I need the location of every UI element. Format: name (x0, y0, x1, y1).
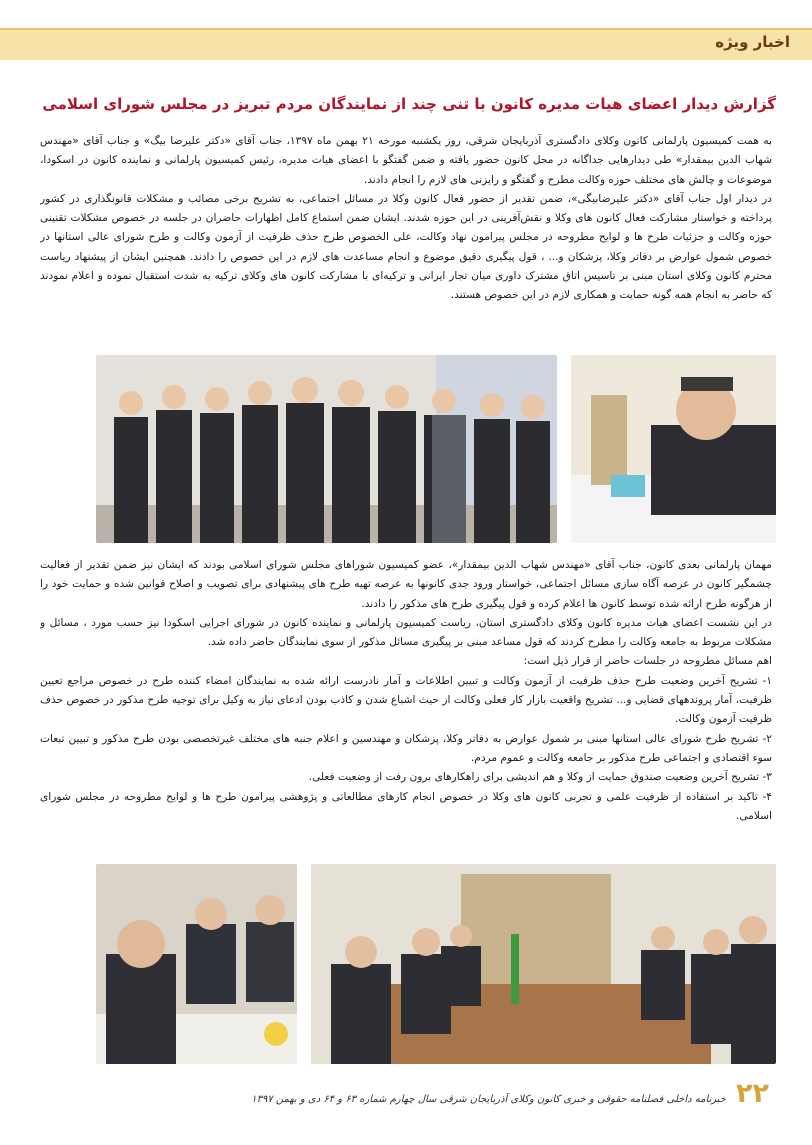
portrait-photo (571, 355, 776, 543)
group-photo (96, 355, 557, 543)
list-item: ۴- تاکید بر استفاده از ظرفیت علمی و تجربی کانون های وکلا در خصوص انجام کارهای مطالعاتی و پژوهشی پیرامون طرح ها و لوایح مطروحه در مجلس شورای اسلامی. (40, 790, 772, 822)
section-label: اخبار ویژه (715, 33, 790, 51)
paragraph: مهمان پارلمانی بعدی کانون، جناب آقای «مهندس شهاب الدین بیمقدار»، عضو کمیسیون شوراهای مجلس شورای اسلامی بودند که ایشان نیز ضمن تقدیر از فعالیت چشمگیر کانون در عرصه آگاه سازی مسائل اجتماعی، خواستار ورود جدی کانونها به عرصه تهیه طرح های پیشنهادی برای تصویب و اصلاح قوانین شده و حمایت خود را از هرگونه طرح ارائه شده توسط کانون ها اعلام کرده و قول پیگیری طرح های مذکور را دادند. (40, 559, 772, 610)
list-item: ۲- تشریح طرح شورای عالی استانها مبنی بر شمول عوارض به دفاتر وکلا، پزشکان و مهندسین و اعلام جنبه های مختلف غیرتخصصی بودن طرح مذکور و تبیین تبعات سوء اقتصادی و اجتماعی طرح مذکور بر جامعه وکالت و عموم مردم. (40, 732, 772, 764)
publication-footer-text: خبرنامه داخلی فصلنامه حقوقی و خبری کانون وکلای آذربایجان شرقی سال چهارم شماره ۶۳ و ۶۴ دی و بهمن ۱۳۹۷ (251, 1094, 726, 1105)
article-body-middle (40, 556, 772, 836)
list-item: ۱- تشریح آخرین وضعیت طرح حذف ظرفیت از آزمون وکالت و تبیین اطلاعات و آمار نادرست ارائه شده به نمایندگان امضاء کننده طرح در خصوص مراجع تعیین ظرفیت، آمار پروندههای قضایی و... تشریح واقعیت بازار کار فعلی وکالت از حیث اشباع شدن و کاذب بودن ادعای نیاز به وکیل برای توجیه طرح مذکور در خصوص حذف ظرفیت آزمون وکالت. (40, 674, 772, 726)
page-number: ۲۲ (736, 1078, 769, 1109)
paragraph: در این نشست اعضای هیات مدیره کانون وکلای دادگستری استان، ریاست کمیسیون پارلمانی و نماینده کانون در شورای اجرایی اسکودا نیز حسب مورد ، مسائل و مشکلات مربوط به جامعه وکالت را مطرح کردند که قول مساعد مبنی بر پیگیری مسائل مذکور از سوی نمایندگان حاضر داده شد. (40, 616, 772, 649)
section-header-band (0, 28, 812, 60)
meeting-photo-large (311, 864, 776, 1064)
list-item: ۳- تشریح آخرین وضعیت صندوق حمایت از وکلا و هم اندیشی برای راهکارهای برون رفت از وضعیت فعلی. (308, 771, 772, 784)
article-title: گزارش دیدار اعضای هیات مدیره کانون با تنی چند از نمایندگان مردم تبریز در مجلس شورای اسلامی (42, 95, 776, 113)
header-accent-line (0, 28, 812, 30)
paragraph: در دیدار اول جناب آقای «دکتر علیرضابیگی»، ضمن تقدیر از حضور فعال کانون وکلا در مسائل اجتماعی، به تشریح برخی مصائب و مشکلات قانونگذاری در کشور پرداخته و خواستار مشارکت فعال کانون های وکلا و نقش‌آفرینی در این حوزه شدند. ایشان ضمن استماع کامل اظهارات حاضران در جلسه در خصوص مشکلات تقنینی حوزه وکالت و جزئیات طرح ها و لوایح مطروحه در مجلس پیرامون نهاد وکالت، علی الخصوص طرح حذف ظرفیت از آزمون وکالت و طرح شورای عالی استانها در خصوص شمول عوارض بر دفاتر وکلا، پزشکان و... ، قول پیگیری دقیق موضوع و انجام مساعدت های لازم در این خصوص را دادند. همچنین ایشان از پیشنهاد ریاست محترم کانون وکلای استان مبنی بر تاسیس اتاق مشترک داوری میان تجار ایرانی و ترکیه‌ای با مشارکت کانون های وکلای ترکیه به شدت استقبال نموده و اعلام نمودند که حاضر به انجام همه گونه حمایت و همکاری لازم در این خصوص هستند. (40, 192, 772, 302)
paragraph: به همت کمیسیون پارلمانی کانون وکلای دادگستری آذربایجان شرقی، روز یکشنبه مورخه ۲۱ بهمن ماه ۱۳۹۷، جناب آقای «دکتر علیرضا بیگ» و جناب آقای «مهندس شهاب الدین بیمقدار» طی دیدارهایی جداگانه در محل کانون حضور یافته و ضمن گفتگو با اعضای هیات مدیره، رئیس کمیسیون پارلمانی و نماینده کانون در اسکودا، موضوعات و چالش های مختلف حوزه وکالت مطرح و گفتگو و رایزنی های لازم را انجام دادند. (40, 135, 772, 186)
paragraph: اهم مسائل مطروحه در جلسات حاضر از قرار ذیل است: (523, 655, 772, 668)
meeting-photo-small (96, 864, 297, 1064)
article-body-top (40, 132, 772, 348)
